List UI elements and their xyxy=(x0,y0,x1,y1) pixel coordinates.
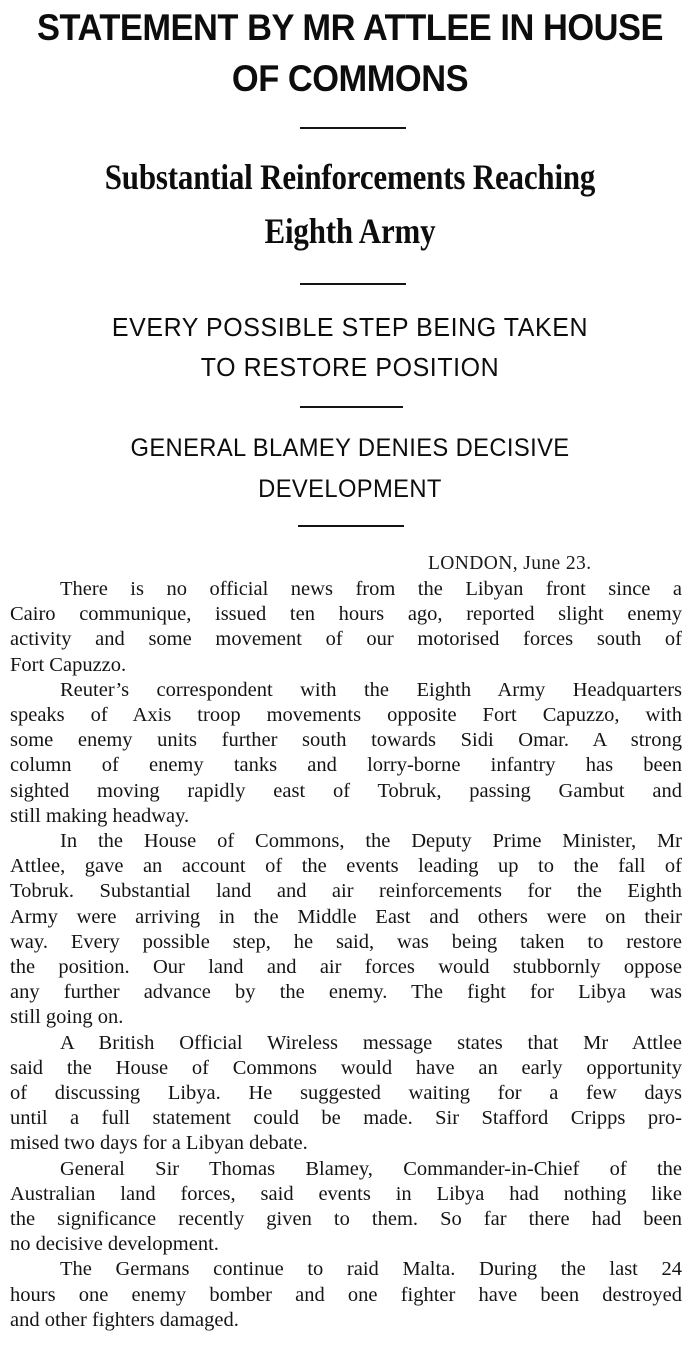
subheadline-line-2: Eighth Army xyxy=(264,211,436,251)
article-line: said the House of Commons would have an early opportunity xyxy=(10,1056,682,1079)
article-line: The Germans continue to raid Malta. During the last 24 xyxy=(60,1258,682,1281)
article-line: Fort Capuzzo. xyxy=(10,653,127,676)
main-headline-line-2: OF COMMONS xyxy=(231,58,469,99)
article-line: Tobruk. Substantial land and air reinforcements for the Eighth xyxy=(10,880,682,903)
article-line: some enemy units further south towards Sidi Omar. A strong xyxy=(10,729,682,752)
article-paragraph xyxy=(10,1157,682,1258)
article-line: Army were arriving in the Middle East and others were on their xyxy=(10,905,682,928)
article-line: There is no official news from the Libyan front since a xyxy=(60,578,682,600)
headline-divider-3 xyxy=(300,406,403,408)
article-body xyxy=(10,577,682,1333)
main-headline-line-1: STATEMENT BY MR ATTLEE IN HOUSE xyxy=(36,7,664,48)
article-line: General Sir Thomas Blamey, Commander-in-Chief of the xyxy=(60,1157,682,1180)
headline-divider-1 xyxy=(300,127,406,129)
article-line: Attlee, gave an account of the events leading up to the fall of xyxy=(10,855,682,878)
article-line: sighted moving rapidly east of Tobruk, passing Gambut and xyxy=(10,779,682,802)
article-line: until a full statement could be made. Sir Stafford Cripps pro- xyxy=(10,1107,682,1130)
article-line: of discussing Libya. He suggested waiting for a few days xyxy=(10,1082,682,1105)
article-paragraph xyxy=(10,829,682,1031)
article-line: the position. Our land and air forces would stubbornly oppose xyxy=(10,956,682,979)
article-line: Cairo communique, issued ten hours ago, reported slight enemy xyxy=(10,603,682,626)
article-paragraph xyxy=(10,1257,682,1333)
deck-headline-1-line-1: EVERY POSSIBLE STEP BEING TAKEN xyxy=(111,312,589,342)
article-line: speaks of Axis troop movements opposite Fort Capuzzo, with xyxy=(10,704,682,727)
article-paragraph xyxy=(10,1031,682,1157)
deck-headline-2-line-1: GENERAL BLAMEY DENIES DECISIVE xyxy=(130,434,570,462)
article-line: still making headway. xyxy=(10,804,190,827)
article-line: Australian land forces, said events in Libya had nothing like xyxy=(10,1182,682,1205)
article-line: hours one enemy bomber and one fighter have been destroyed xyxy=(10,1283,682,1306)
deck-headline-2-line-2: DEVELOPMENT xyxy=(258,475,442,503)
article-line: no decisive development. xyxy=(10,1233,219,1256)
article-line: and other fighters damaged. xyxy=(10,1308,239,1331)
article-line: the significance recently given to them. So far there had been xyxy=(10,1208,682,1231)
article-line: way. Every possible step, he said, was being taken to restore xyxy=(10,930,682,953)
dateline: LONDON, June 23. xyxy=(428,553,592,574)
article-paragraph xyxy=(10,678,682,829)
article-line: A British Official Wireless message states that Mr Attlee xyxy=(60,1031,682,1054)
deck-headline-1-line-2: TO RESTORE POSITION xyxy=(200,352,500,382)
article-line: mised two days for a Libyan debate. xyxy=(10,1132,308,1155)
article-line: Reuter’s correspondent with the Eighth Army Headquarters xyxy=(60,678,682,701)
article-line: activity and some movement of our motorised forces south of xyxy=(10,628,682,651)
article-line: column of enemy tanks and lorry-borne infantry has been xyxy=(10,754,682,777)
article-line: In the House of Commons, the Deputy Prime Minister, Mr xyxy=(60,830,682,853)
article-line: still going on. xyxy=(10,1006,124,1029)
subheadline-line-1: Substantial Reinforcements Reaching xyxy=(104,157,596,197)
headline-divider-4 xyxy=(298,525,404,527)
article-line: any further advance by the enemy. The fight for Libya was xyxy=(10,981,682,1004)
article-paragraph xyxy=(10,577,682,678)
headline-divider-2 xyxy=(300,283,406,285)
